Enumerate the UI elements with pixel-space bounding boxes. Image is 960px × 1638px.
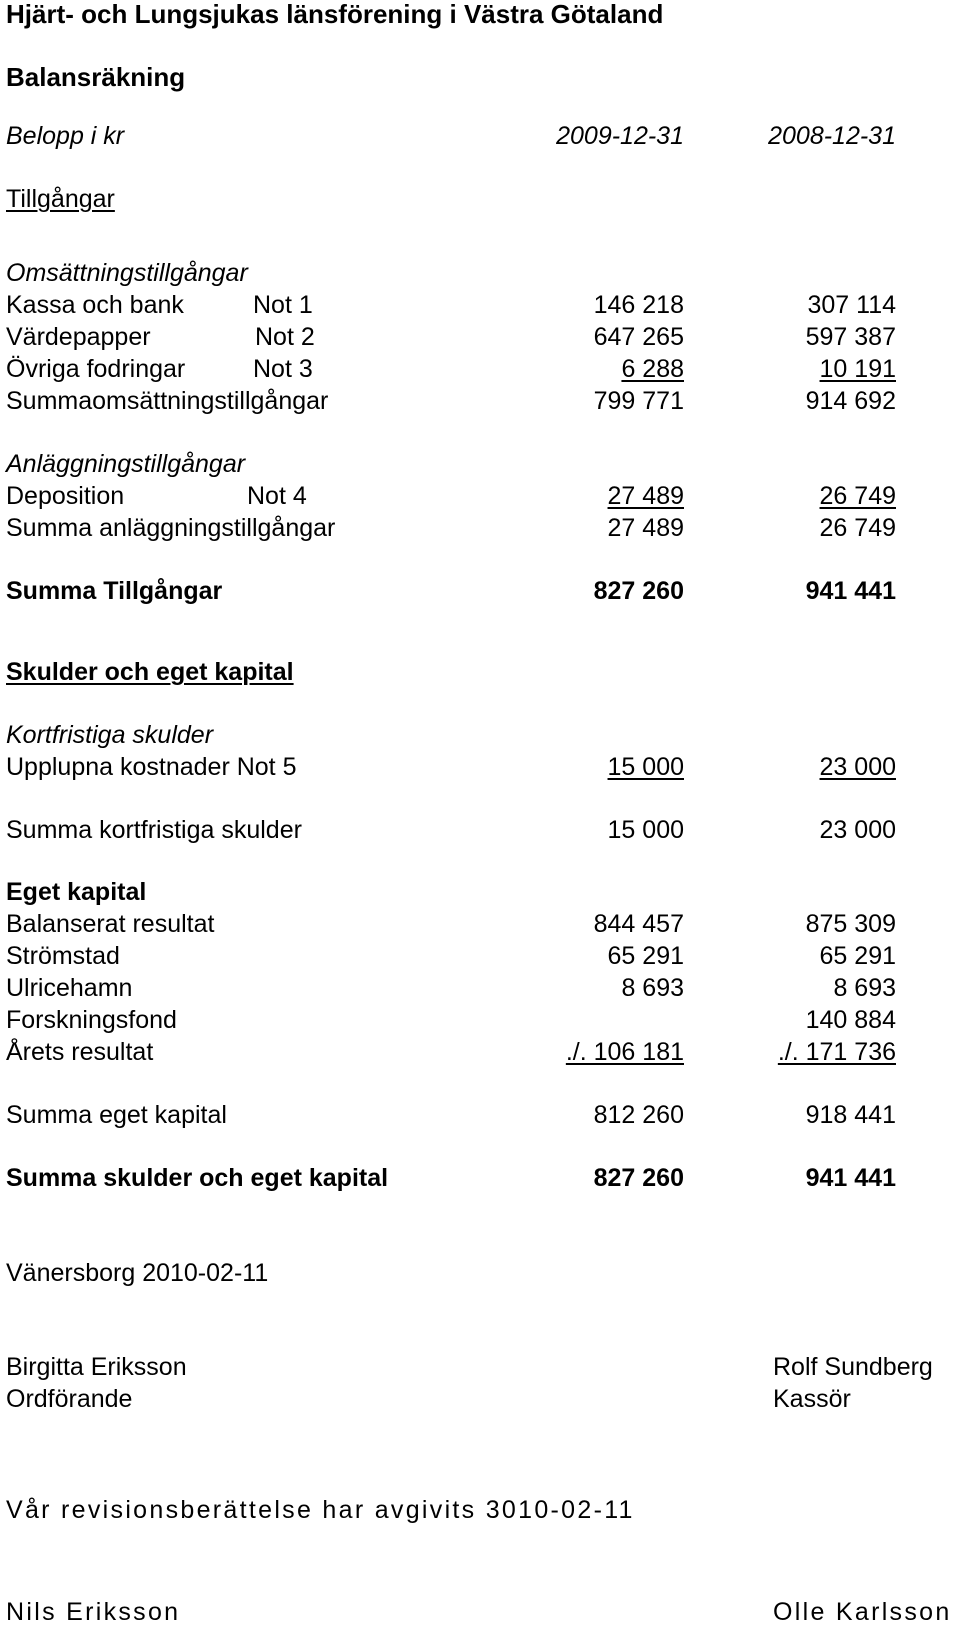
row-label: Årets resultat bbox=[6, 1038, 154, 1066]
total-assets-row bbox=[0, 576, 960, 606]
table-row bbox=[0, 909, 960, 939]
row-previous: 307 114 bbox=[807, 291, 896, 319]
equity-heading: Eget kapital bbox=[6, 878, 147, 906]
row-previous: 23 000 bbox=[819, 816, 896, 844]
row-previous: 941 441 bbox=[805, 577, 896, 605]
total-liabilities-equity-row bbox=[0, 1163, 960, 1193]
place-date: Vänersborg 2010-02-11 bbox=[6, 1259, 269, 1287]
table-row bbox=[0, 973, 960, 1003]
auditor1-name: Nils Eriksson bbox=[6, 1598, 181, 1626]
current-assets-total-row bbox=[0, 386, 960, 416]
row-current: 65 291 bbox=[607, 942, 684, 970]
row-previous: 26 749 bbox=[819, 482, 896, 510]
liabilities-heading: Skulder och eget kapital bbox=[6, 658, 294, 686]
row-current: 799 771 bbox=[593, 387, 684, 415]
row-label: Summa eget kapital bbox=[6, 1101, 227, 1129]
row-current: 812 260 bbox=[593, 1101, 684, 1129]
fixed-assets-heading: Anläggningstillgångar bbox=[6, 450, 246, 478]
row-current: 827 260 bbox=[593, 1164, 684, 1192]
row-current: 15 000 bbox=[607, 753, 684, 781]
row-label: Värdepapper bbox=[6, 323, 151, 351]
row-label: Summa kortfristiga skulder bbox=[6, 816, 302, 844]
row-current: ./. 106 181 bbox=[565, 1038, 684, 1066]
table-row bbox=[0, 354, 960, 384]
document-title: Balansräkning bbox=[6, 62, 186, 92]
row-label: Summaomsättningstillgångar bbox=[6, 387, 329, 415]
table-row bbox=[0, 1005, 960, 1035]
row-label: Balanserat resultat bbox=[6, 910, 215, 938]
audit-statement: Vår revisionsberättelse har avgivits 3010-02-11 bbox=[6, 1496, 635, 1524]
table-row bbox=[0, 941, 960, 971]
column-previous-year: 2008-12-31 bbox=[768, 122, 896, 150]
amount-label: Belopp i kr bbox=[6, 122, 125, 150]
row-previous: 8 693 bbox=[833, 974, 896, 1002]
row-label: Forskningsfond bbox=[6, 1006, 177, 1034]
row-previous: 914 692 bbox=[805, 387, 896, 415]
signer1-name: Birgitta Eriksson bbox=[6, 1353, 187, 1381]
row-current: 8 693 bbox=[621, 974, 684, 1002]
short-term-liabilities-heading: Kortfristiga skulder bbox=[6, 721, 214, 749]
short-term-total-row bbox=[0, 815, 960, 845]
equity-total-row bbox=[0, 1100, 960, 1130]
row-note: Not 3 bbox=[253, 355, 313, 383]
row-label: Summa anläggningstillgångar bbox=[6, 514, 336, 542]
column-current-year: 2009-12-31 bbox=[556, 122, 684, 150]
auditor2-name: Olle Karlsson bbox=[773, 1598, 952, 1626]
row-previous: 140 884 bbox=[805, 1006, 896, 1034]
table-row bbox=[0, 290, 960, 320]
row-label: Kassa och bank bbox=[6, 291, 184, 319]
row-previous: 10 191 bbox=[819, 355, 896, 383]
row-note: Not 1 bbox=[253, 291, 313, 319]
row-current: 827 260 bbox=[593, 577, 684, 605]
row-note: Not 4 bbox=[247, 482, 307, 510]
table-row bbox=[0, 1037, 960, 1067]
row-current: 27 489 bbox=[607, 482, 684, 510]
row-current: 15 000 bbox=[607, 816, 684, 844]
row-current: 6 288 bbox=[621, 355, 684, 383]
signer2-name: Rolf Sundberg bbox=[773, 1353, 933, 1381]
row-previous: 597 387 bbox=[805, 323, 896, 351]
row-note: Not 2 bbox=[255, 323, 315, 351]
row-current: 146 218 bbox=[593, 291, 684, 319]
row-previous: 23 000 bbox=[819, 753, 896, 781]
fixed-assets-total-row bbox=[0, 513, 960, 543]
row-label: Övriga fodringar bbox=[6, 355, 186, 383]
row-previous: 65 291 bbox=[819, 942, 896, 970]
row-previous: 26 749 bbox=[819, 514, 896, 542]
row-label: Ulricehamn bbox=[6, 974, 133, 1002]
column-header-row bbox=[0, 121, 960, 151]
row-label: Summa Tillgångar bbox=[6, 577, 223, 605]
signer2-role: Kassör bbox=[773, 1385, 851, 1413]
organization-name: Hjärt- och Lungsjukas länsförening i Västra Götaland bbox=[6, 0, 664, 29]
table-row bbox=[0, 752, 960, 782]
row-previous: 918 441 bbox=[805, 1101, 896, 1129]
row-current: 27 489 bbox=[607, 514, 684, 542]
signer1-role: Ordförande bbox=[6, 1385, 133, 1413]
current-assets-heading: Omsättningstillgångar bbox=[6, 259, 248, 287]
row-label: Summa skulder och eget kapital bbox=[6, 1164, 389, 1192]
row-previous: ./. 171 736 bbox=[777, 1038, 896, 1066]
row-label: Deposition bbox=[6, 482, 125, 510]
table-row bbox=[0, 481, 960, 511]
row-previous: 941 441 bbox=[805, 1164, 896, 1192]
row-label: Upplupna kostnader Not 5 bbox=[6, 753, 297, 781]
assets-heading: Tillgångar bbox=[6, 185, 115, 213]
row-current: 647 265 bbox=[593, 323, 684, 351]
row-current: 844 457 bbox=[593, 910, 684, 938]
row-label: Strömstad bbox=[6, 942, 120, 970]
table-row bbox=[0, 322, 960, 352]
row-previous: 875 309 bbox=[805, 910, 896, 938]
